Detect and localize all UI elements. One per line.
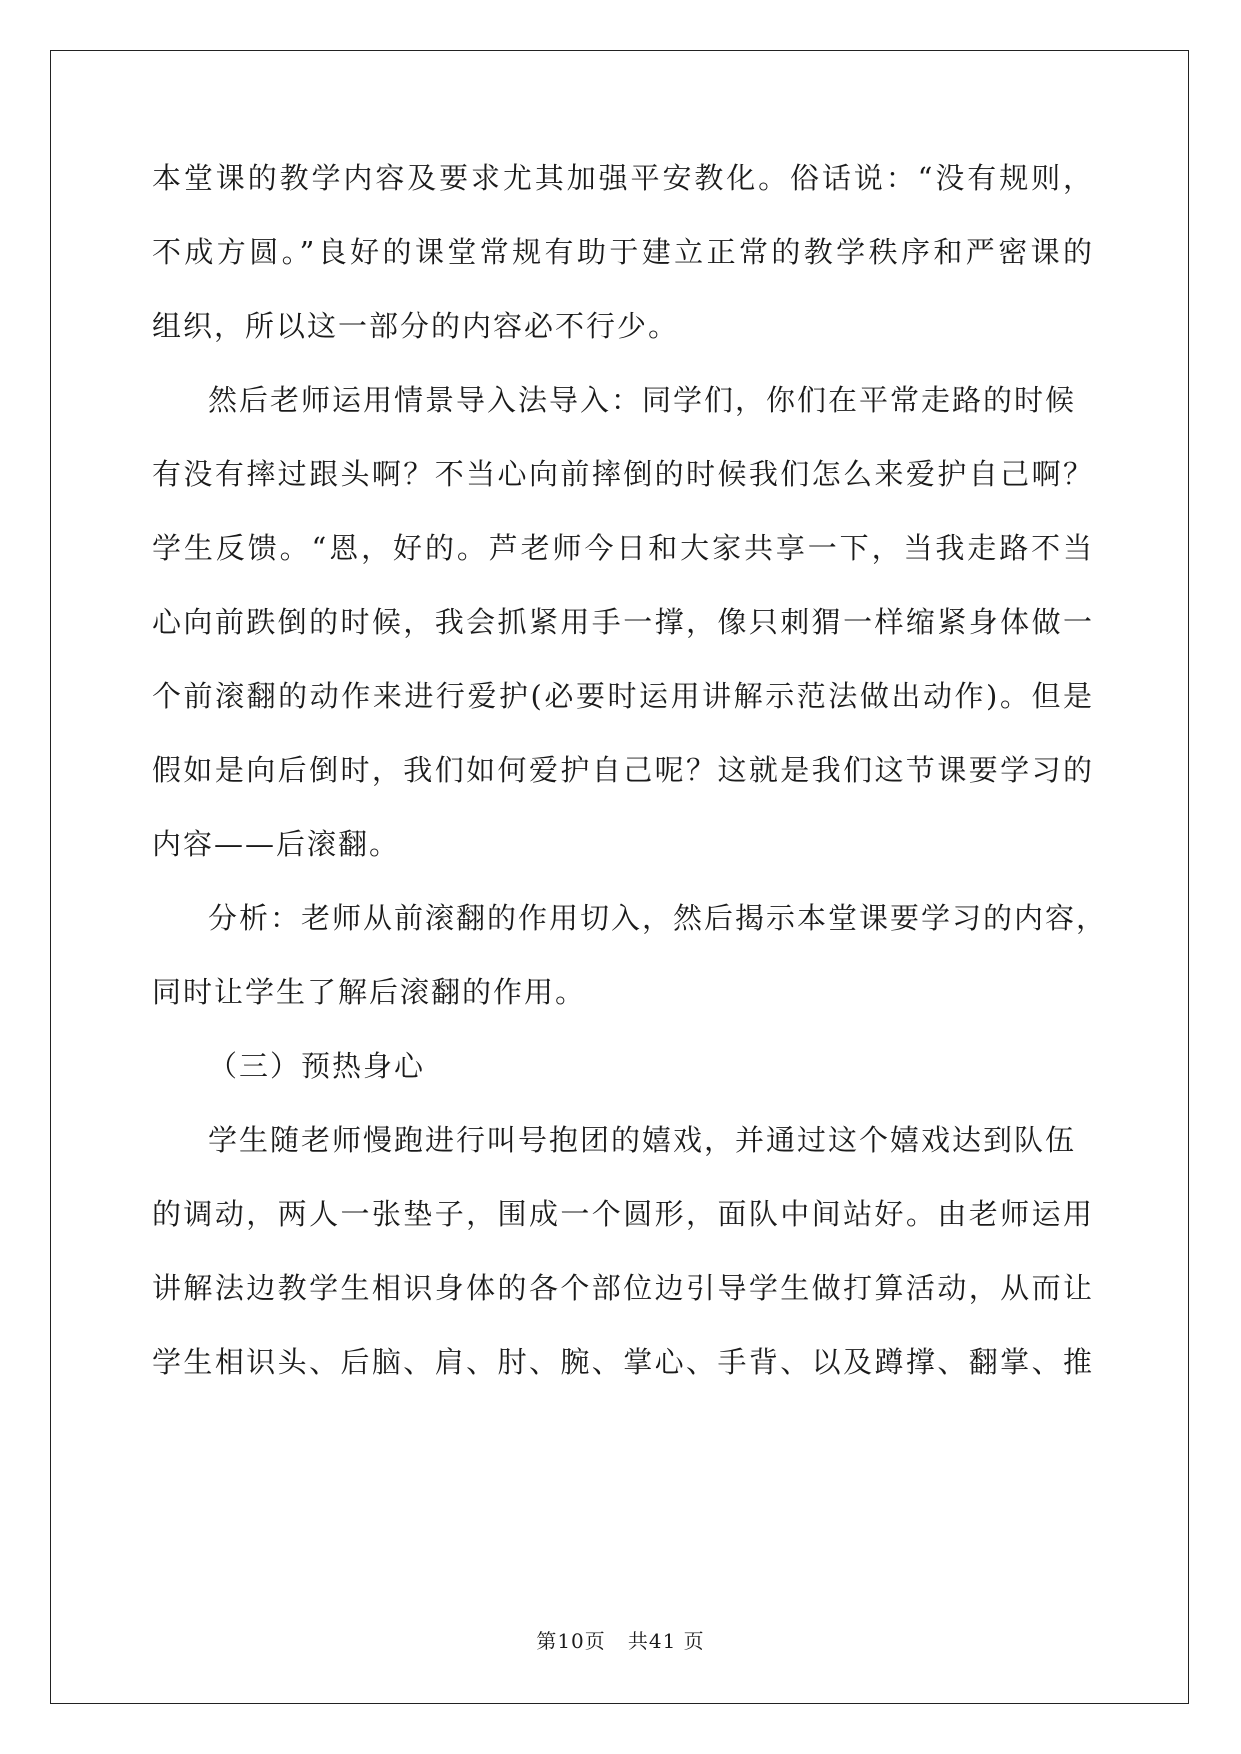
text-line: 不成方圆。”良好的课堂常规有助于建立正常的教学秩序和严密课的 xyxy=(152,235,1092,269)
text-line: 然后老师运用情景导入法导入：同学们，你们在平常走路的时候 xyxy=(208,383,1077,417)
text-line: 内容——后滚翻。 xyxy=(152,827,401,861)
total-suffix: 页 xyxy=(683,1629,705,1653)
text-line: 有没有摔过跟头啊？不当心向前摔倒的时候我们怎么来爱护自己啊？ xyxy=(152,457,1092,491)
text-line: 的调动，两人一张垫子，围成一个圆形，面队中间站好。由老师运用 xyxy=(152,1197,1092,1231)
section-heading: （三）预热身心 xyxy=(208,1049,426,1083)
text-line: 学生相识头、后脑、肩、肘、腕、掌心、手背、以及蹲撑、翻掌、推 xyxy=(152,1345,1092,1379)
page-footer xyxy=(0,1628,1241,1654)
text-line: 学生随老师慢跑进行叫号抱团的嬉戏，并通过这个嬉戏达到队伍 xyxy=(208,1123,1077,1157)
text-line: 同时让学生了解后滚翻的作用。 xyxy=(152,975,587,1009)
text-line: 个前滚翻的动作来进行爱护(必要时运用讲解示范法做出动作)。但是 xyxy=(152,679,1092,713)
text-line: 心向前跌倒的时候，我会抓紧用手一撑，像只刺猬一样缩紧身体做一 xyxy=(152,605,1092,639)
page-suffix: 页 xyxy=(584,1629,606,1653)
text-line: 分析：老师从前滚翻的作用切入，然后揭示本堂课要学习的内容， xyxy=(208,901,1108,935)
text-line: 本堂课的教学内容及要求尤其加强平安教化。俗话说：“没有规则， xyxy=(152,161,1092,195)
page-number: 10 xyxy=(557,1629,585,1653)
text-line: 假如是向后倒时，我们如何爱护自己呢？这就是我们这节课要学习的 xyxy=(152,753,1092,787)
total-prefix: 共 xyxy=(627,1629,649,1653)
text-line: 学生反馈。“恩，好的。芦老师今日和大家共享一下，当我走路不当 xyxy=(152,531,1092,565)
total-pages: 41 xyxy=(648,1629,677,1653)
text-line: 讲解法边教学生相识身体的各个部位边引导学生做打算活动，从而让 xyxy=(152,1271,1092,1305)
page-prefix: 第 xyxy=(536,1629,558,1653)
text-line: 组织，所以这一部分的内容必不行少。 xyxy=(152,309,680,343)
page-border xyxy=(50,50,1189,1704)
